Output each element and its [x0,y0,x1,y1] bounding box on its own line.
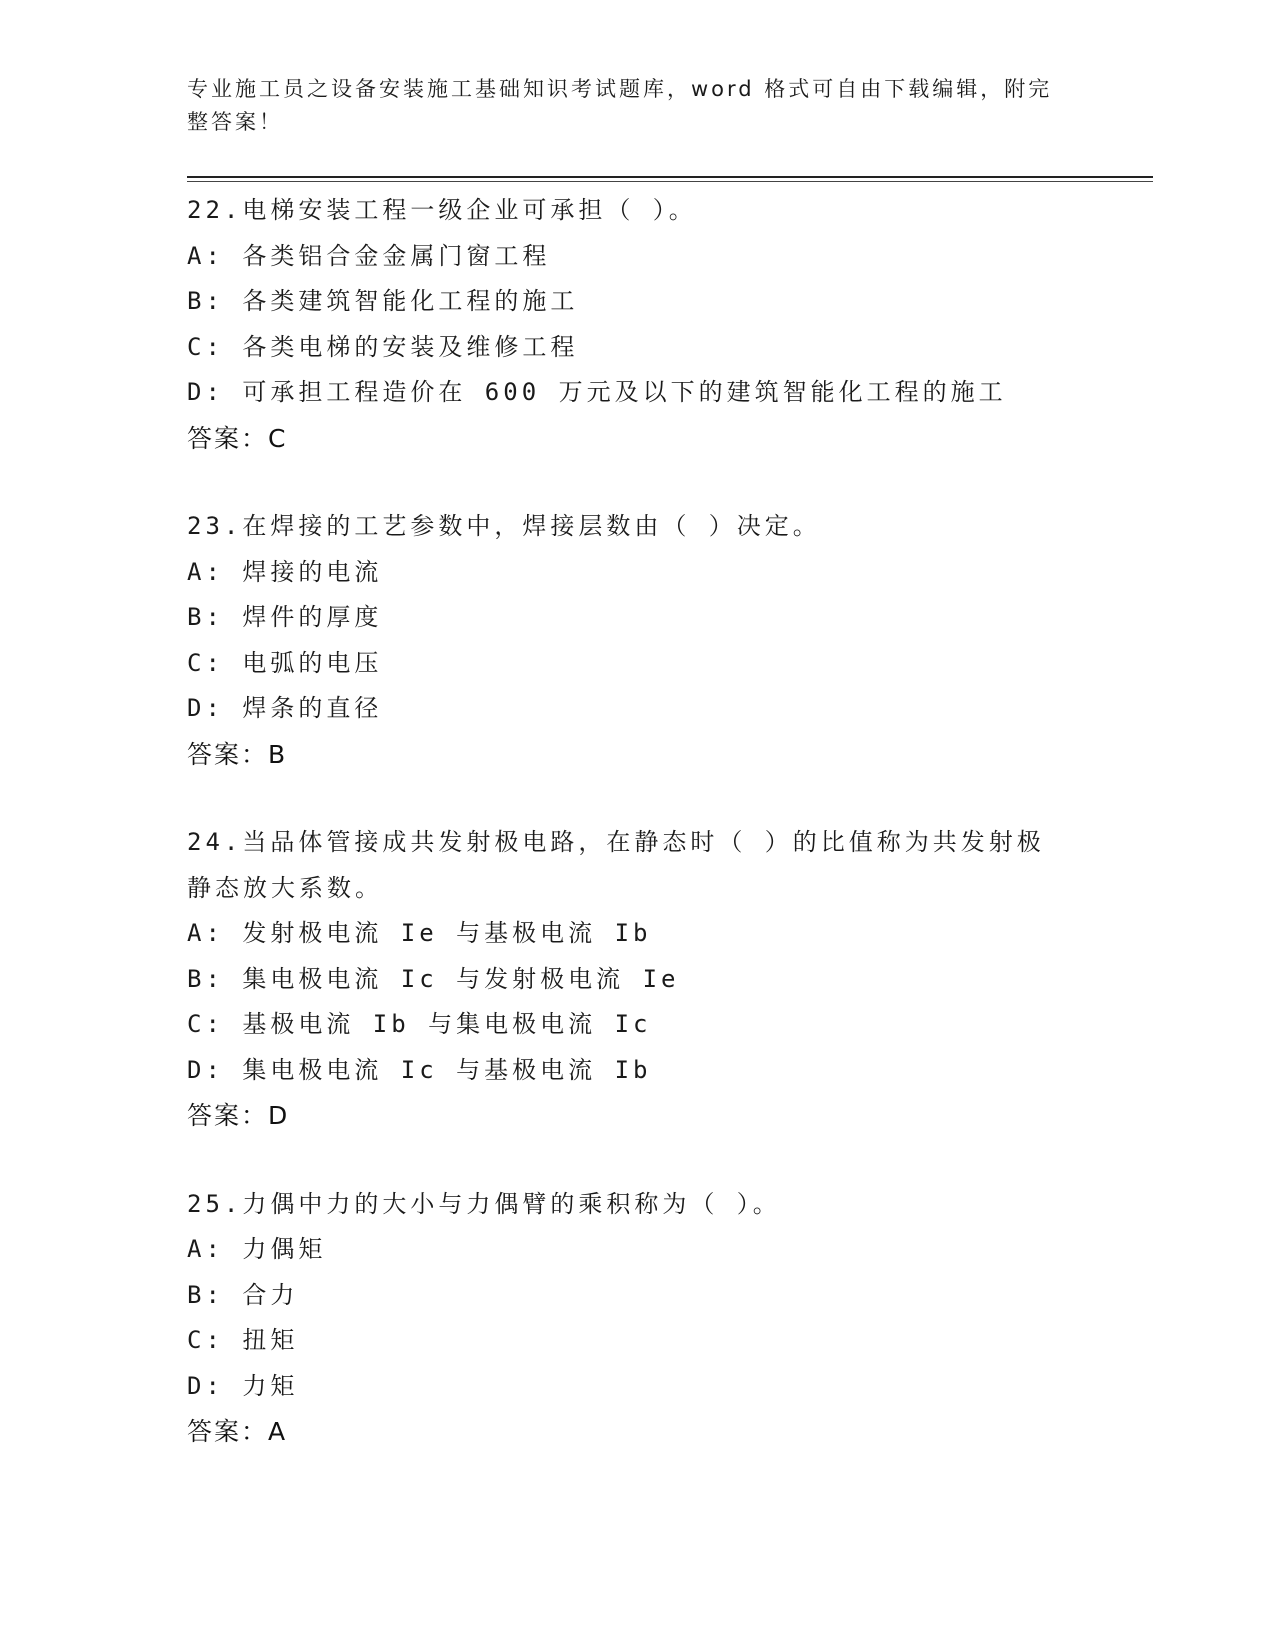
question-25 [187,1182,1087,1455]
option-c: C: 各类电梯的安装及维修工程 [187,332,579,361]
option-d: D: 可承担工程造价在 600 万元及以下的建筑智能化工程的施工 [187,378,1007,406]
question-24 [187,820,1087,1139]
answer-line: 答案：A [187,1417,288,1446]
answer-line: 答案：B [187,739,288,769]
option-d: D: 焊条的直径 [187,694,383,722]
question-stem: 22.电梯安装工程一级企业可承担（ ）。 [187,196,697,224]
option-a: A: 焊接的电流 [187,557,383,586]
option-d: D: 力矩 [187,1371,299,1400]
question-22 [187,188,1087,461]
header-divider-thick [187,176,1153,178]
question-list [187,188,1087,1455]
header-divider-thin [187,181,1153,182]
option-b: B: 各类建筑智能化工程的施工 [187,287,579,315]
question-stem: 23.在焊接的工艺参数中，焊接层数由（ ）决定。 [187,512,821,540]
question-spacer [187,1139,1087,1182]
question-spacer [187,461,1087,504]
option-c: C: 基极电流 Ib 与集电极电流 Ic [187,1010,652,1038]
answer-line: 答案：C [187,423,288,453]
option-b: B: 焊件的厚度 [187,603,383,631]
option-a: A: 各类铝合金金属门窗工程 [187,241,551,270]
answer-line: 答案：D [187,1101,290,1130]
question-stem: 25.力偶中力的大小与力偶臂的乘积称为（ ）。 [187,1189,781,1218]
option-a: A: 力偶矩 [187,1235,327,1263]
option-b: B: 合力 [187,1280,299,1309]
question-spacer [187,777,1087,820]
option-a: A: 发射极电流 Ie 与基极电流 Ib [187,919,652,947]
document-header: 专业施工员之设备安装施工基础知识考试题库，word 格式可自由下载编辑，附完整答案！ [187,77,1053,134]
question-23 [187,504,1087,777]
option-b: B: 集电极电流 Ic 与发射极电流 Ie [187,964,680,993]
option-c: C: 扭矩 [187,1326,299,1354]
option-d: D: 集电极电流 Ic 与基极电流 Ib [187,1055,652,1084]
question-stem: 24.当品体管接成共发射极电路，在静态时（ ）的比值称为共发射极静态放大系数。 [187,828,1045,902]
option-c: C: 电弧的电压 [187,648,383,677]
